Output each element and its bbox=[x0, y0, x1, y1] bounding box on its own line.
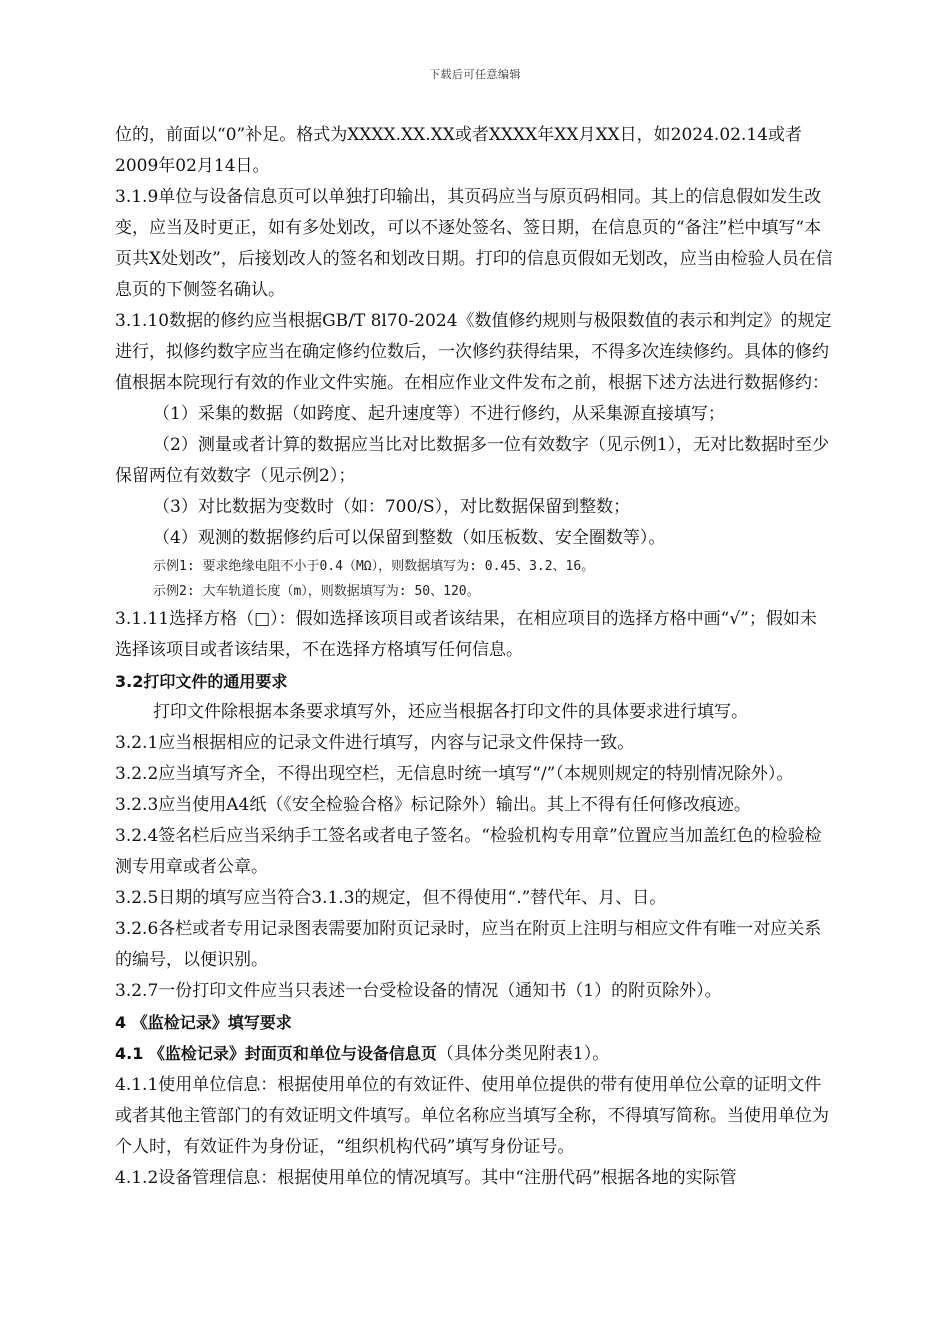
section-heading-4-1-title: 4.1 《监检记录》封面页和单位与设备信息页 bbox=[115, 1044, 437, 1063]
paragraph-3-2-7: 3.2.7一份打印文件应当只表述一台受检设备的情况（通知书（1）的附页除外）。 bbox=[115, 981, 722, 1001]
paragraph-4-1-1: 4.1.1使用单位信息：根据使用单位的有效证件、使用单位提供的带有使用单位公章的证明文件或者其他主管部门的有效证明文件填写。单位名称应当填写全称，不得填写简称。当使用单位为个人时，有效证件为身份证，“组织机构代码”填写身份证号。 bbox=[115, 1075, 829, 1157]
paragraph-3-2-3: 3.2.3应当使用A4纸（《安全检验合格》标记除外）输出。其上不得有任何修改痕迹。 bbox=[115, 795, 751, 815]
paragraph-4-1-2: 4.1.2设备管理信息：根据使用单位的情况填写。其中“注册代码”根据各地的实际管 bbox=[115, 1168, 737, 1188]
example-1: 示例1: 要求绝缘电阻不小于0.4（MΩ），则数据填写为: 0.45、3.2、16。 bbox=[153, 559, 595, 574]
paragraph-3-2-4: 3.2.4签名栏后应当采纳手工签名或者电子签名。“检验机构专用章”位置应当加盖红色的检验检测专用章或者公章。 bbox=[115, 826, 822, 877]
paragraph-3-2-5: 3.2.5日期的填写应当符合3.1.3的规定，但不得使用“.”替代年、月、日。 bbox=[115, 888, 667, 908]
paragraph-3-2-2: 3.2.2应当填写齐全，不得出现空栏，无信息时统一填写“/”（本规则规定的特别情况除外）。 bbox=[115, 764, 794, 784]
section-heading-4-1-note: （具体分类见附表1）。 bbox=[436, 1044, 610, 1064]
paragraph-3-1-10: 3.1.10数据的修约应当根据GB/T 8l70-2024《数值修约规则与极限数值的表示和判定》的规定进行，拟修约数字应当在确定修约位数后，一次修约获得结果，不得多次连续修约。具体的修约值根据本院现行有效的作业文件实施。在相应作业文件发布之前，根据下述方法进行数据修约： bbox=[115, 311, 832, 393]
paragraph-3-1-9: 3.1.9单位与设备信息页可以单独打印输出，其页码应当与原页码相同。其上的信息假如发生改变，应当及时更正，如有多处划改，可以不逐处签名、签日期，在信息页的“备注”栏中填写“本页共X处划改”，后接划改人的签名和划改日期。打印的信息页假如无划改，应当由检验人员在信息页的下侧签名确认。 bbox=[115, 187, 833, 300]
list-item-2: （2）测量或者计算的数据应当比对比数据多一位有效数字（见示例1），无对比数据时至少保留两位有效数字（见示例2）； bbox=[115, 435, 830, 486]
section-heading-4-1 bbox=[115, 1038, 833, 1070]
page-header: 下载后可任意编辑 bbox=[429, 68, 521, 81]
paragraph-3-2-intro: 打印文件除根据本条要求填写外，还应当根据各打印文件的具体要求进行填写。 bbox=[153, 702, 748, 722]
paragraph-3-1-11: 3.1.11选择方格（□）：假如选择该项目或者该结果，在相应项目的选择方格中画“√”；假如未选择该项目或者该结果，不在选择方格填写任何信息。 bbox=[115, 609, 817, 660]
section-heading-4: 4 《监检记录》填写要求 bbox=[115, 1013, 292, 1032]
list-item-1: （1）采集的数据（如跨度、起升速度等）不进行修约，从采集源直接填写； bbox=[153, 404, 725, 424]
document-body bbox=[115, 120, 833, 1194]
list-item-3: （3）对比数据为变数时（如：700/S），对比数据保留到整数； bbox=[153, 497, 631, 517]
section-heading-3-2: 3.2打印文件的通用要求 bbox=[115, 672, 288, 691]
list-item-4: （4）观测的数据修约后可以保留到整数（如压板数、安全圈数等）。 bbox=[153, 528, 666, 548]
example-2: 示例2: 大车轨道长度（m），则数据填写为: 50、120。 bbox=[153, 584, 480, 599]
paragraph-3-2-6: 3.2.6各栏或者专用记录图表需要加附页记录时，应当在附页上注明与相应文件有唯一对应关系的编号，以便识别。 bbox=[115, 919, 822, 970]
paragraph-3-2-1: 3.2.1应当根据相应的记录文件进行填写，内容与记录文件保持一致。 bbox=[115, 733, 635, 753]
paragraph-date-format: 位的，前面以“0”补足。格式为XXXX.XX.XX或者XXXX年XX月XX日，如2024.02.14或者2009年02月14日。 bbox=[115, 125, 802, 176]
